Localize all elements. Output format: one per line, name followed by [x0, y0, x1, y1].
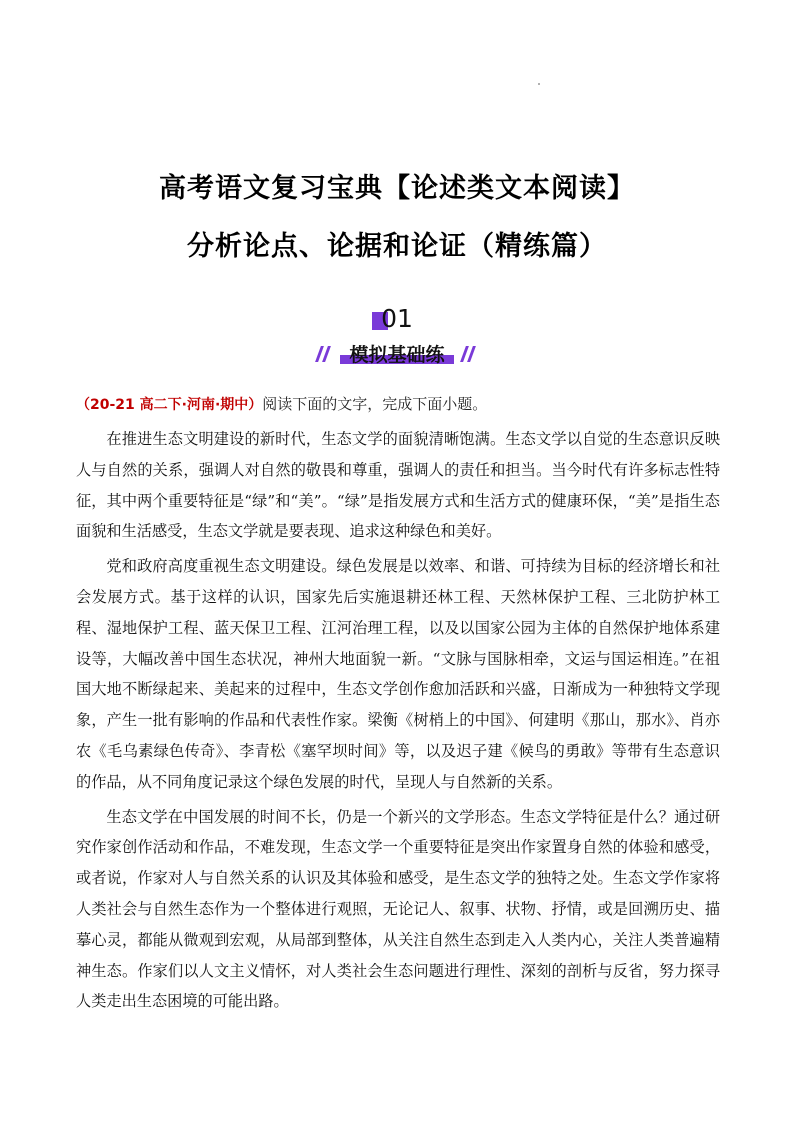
- paragraph: 在推进生态文明建设的新时代，生态文学的面貌清晰饱满。生态文学以自觉的生态意识反映人与自然的关系，强调人对自然的敬畏和尊重，强调人的责任和担当。当今时代有许多标志性特征，其中两个重要特征是“绿”和“美”。“绿”是指发展方式和生活方式的健康环保，“美”是指生态面貌和生活感受，生态文学就是要表现、追求这种绿色和美好。: [76, 430, 720, 541]
- section-banner: [312, 338, 482, 370]
- section-number: 01: [381, 304, 413, 333]
- instruction-text: 阅读下面的文字，完成下面小题。: [262, 395, 488, 413]
- document-subtitle: 分析论点、论据和论证（精练篇）: [187, 231, 607, 262]
- speck-mark: [538, 83, 540, 85]
- document-title: 高考语文复习宝典【论述类文本阅读】: [159, 173, 635, 204]
- paragraph: 生态文学在中国发展的时间不长，仍是一个新兴的文学形态。生态文学特征是什么？通过研究作家创作活动和作品，不难发现，生态文学一个重要特征是突出作家置身自然的体验和感受，或者说，作家对人与自然关系的认识及其体验和感受，是生态文学的独特之处。生态文学作家将人类社会与自然生态作为一个整体进行观照，无论记人、叙事、状物、抒情，或是回溯历史、描摹心灵，都能从微观到宏观，从局部到整体，从关注自然生态到走入人类内心，关注人类普遍精神生态。作家们以人文主义情怀，对人类社会生态问题进行理性、深刻的剖析与反省，努力探寻人类走出生态困境的可能出路。: [76, 807, 720, 1011]
- question-source-line: [76, 393, 487, 414]
- section-label: 模拟基础练: [349, 344, 445, 366]
- source-tag: （20-21 高二下·河南·期中）: [76, 397, 263, 413]
- article-body: [76, 424, 720, 1021]
- paragraph: 党和政府高度重视生态文明建设。绿色发展是以效率、和谐、可持续为目标的经济增长和社会发展方式。基于这样的认识，国家先后实施退耕还林工程、天然林保护工程、三北防护林工程、湿地保护工程、蓝天保卫工程、江河治理工程，以及以国家公园为主体的自然保护地体系建设等，大幅改善中国生态状况，神州大地面貌一新。“文脉与国脉相牵，文运与国运相连。”在祖国大地不断绿起来、美起来的过程中，生态文学创作愈加活跃和兴盛，日渐成为一种独特文学现象，产生一批有影响的作品和代表性作家。梁衡《树梢上的中国》、何建明《那山，那水》、肖亦农《毛乌素绿色传奇》、李青松《塞罕坝时间》等，以及迟子建《候鸟的勇敢》等带有生态意识的作品，从不同角度记录这个绿色发展的时代，呈现人与自然新的关系。: [76, 557, 720, 791]
